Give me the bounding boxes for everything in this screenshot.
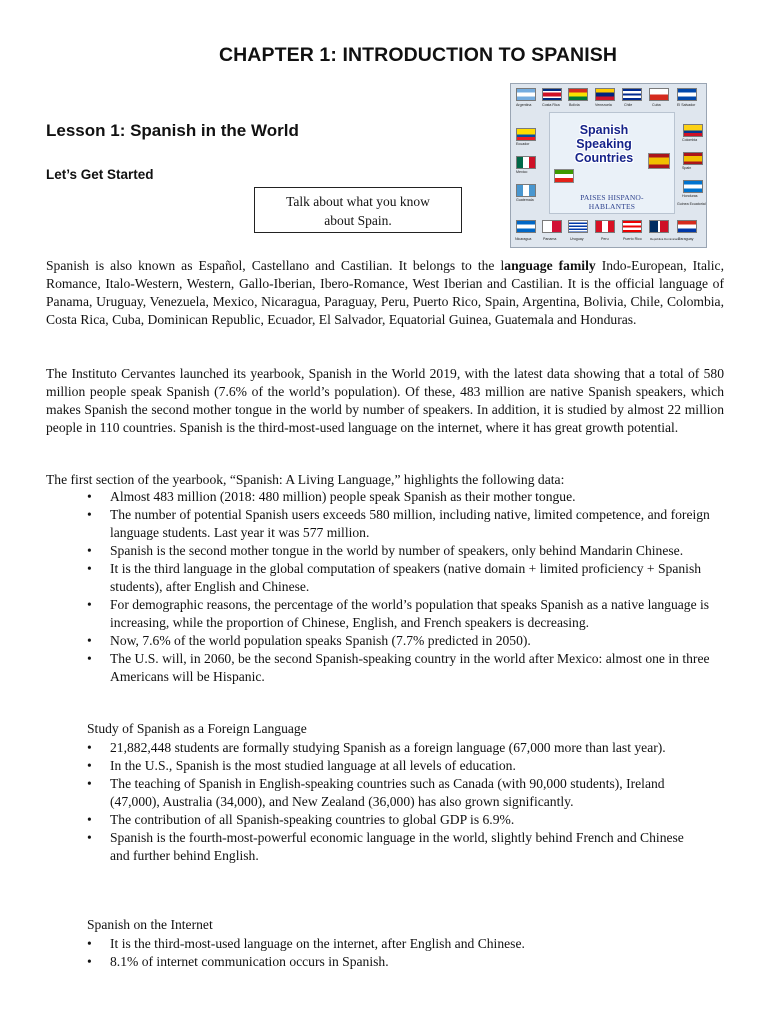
prompt-line-2: about Spain. bbox=[324, 213, 392, 228]
section-heading-internet: Spanish on the Internet bbox=[87, 917, 213, 932]
bullet-icon: • bbox=[87, 543, 92, 558]
list-item-text: Almost 483 million (2018: 480 million) people speak Spanish as their mother tongue. bbox=[110, 489, 576, 504]
flag-equatorial-guinea-icon bbox=[554, 169, 574, 183]
poster-label: Honduras bbox=[682, 194, 698, 198]
section-heading-foreign-language: Study of Spanish as a Foreign Language bbox=[87, 721, 307, 736]
flag-bolivia-icon bbox=[568, 88, 588, 101]
bullet-icon: • bbox=[87, 489, 92, 504]
language-family-term: anguage family bbox=[504, 258, 596, 273]
poster-label: Spain bbox=[682, 166, 692, 170]
list-item bbox=[87, 632, 724, 650]
spanish-speaking-countries-poster bbox=[510, 83, 707, 248]
poster-label: Chile bbox=[624, 103, 633, 107]
list-item-text: 21,882,448 students are formally studying Spanish as a foreign language (67,000 more than last year). bbox=[110, 740, 666, 755]
poster-title-line-1: Spanish Speaking bbox=[576, 123, 632, 151]
paragraph-text: Spanish is also known as Español, Castellano and Castilian. It belongs to the l bbox=[46, 258, 505, 273]
poster-label: Guinea Ecuatorial bbox=[677, 202, 706, 206]
paragraph-text: Indo-European, Italic, Romance, Italo-Western, Western, Gallo-Iberian, Ibero-Romance, West Iberian and Castilian. It is the official language of Panama, Uruguay, Venezuela, Mexico, Nicaragua, Paraguay, Peru, Puerto Rico, Spain, Argentina, Bolivia, Chile, Colombia, Costa Rica, Cuba, Dominican Republic, Ecuador, El Salvador, Equatorial Guinea, Guatemala and Honduras. bbox=[46, 258, 724, 327]
poster-label: Argentina bbox=[516, 103, 532, 107]
list-item-text: The number of potential Spanish users exceeds 580 million, including native, limited competence, and foreign language students. Last year it was 577 million. bbox=[110, 507, 710, 540]
bullet-icon: • bbox=[87, 507, 92, 522]
poster-label: El Salvador bbox=[677, 103, 696, 107]
bullet-icon: • bbox=[87, 561, 92, 576]
list-item bbox=[87, 650, 724, 686]
poster-label: Venezuela bbox=[595, 103, 612, 107]
bullet-icon: • bbox=[87, 651, 92, 666]
bullet-icon: • bbox=[87, 597, 92, 612]
list-item bbox=[87, 596, 724, 632]
flag-peru-icon bbox=[595, 220, 615, 233]
living-language-list bbox=[87, 488, 724, 686]
flag-panama-icon bbox=[542, 220, 562, 233]
flag-spain-center-icon bbox=[648, 153, 670, 169]
flag-guatemala-icon bbox=[516, 184, 536, 197]
poster-label: República Dominicana bbox=[650, 237, 681, 241]
flag-ecuador-icon bbox=[516, 128, 536, 141]
list-item-text: In the U.S., Spanish is the most studied language at all levels of education. bbox=[110, 758, 516, 773]
flag-colombia-icon bbox=[683, 124, 703, 137]
flag-mexico-icon bbox=[516, 156, 536, 169]
flag-nicaragua-icon bbox=[516, 220, 536, 233]
list-item-text: The teaching of Spanish in English-speaking countries such as Canada (with 90,000 students), Ireland (47,000), Australia (34,000), and New Zealand (36,000) has also grown significantly. bbox=[110, 776, 665, 809]
flag-uruguay-icon bbox=[568, 220, 588, 233]
list-item bbox=[87, 739, 687, 757]
list-item bbox=[87, 542, 724, 560]
list-item-text: Spanish is the second mother tongue in the world by number of speakers, only behind Mandarin Chinese. bbox=[110, 543, 684, 558]
poster-label: Guatemala bbox=[516, 198, 534, 202]
list-item-text: The U.S. will, in 2060, be the second Spanish-speaking country in the world after Mexico: almost one in three Americans will be Hispanic. bbox=[110, 651, 710, 684]
flag-paraguay-icon bbox=[677, 220, 697, 233]
flag-spain-icon bbox=[683, 152, 703, 165]
poster-center-panel bbox=[549, 112, 675, 214]
bullet-icon: • bbox=[87, 954, 92, 969]
paragraph-language-family bbox=[46, 257, 724, 329]
list-item-text: Now, 7.6% of the world population speaks Spanish (7.7% predicted in 2050). bbox=[110, 633, 531, 648]
chapter-title: CHAPTER 1: INTRODUCTION TO SPANISH bbox=[218, 44, 618, 66]
list-item-text: It is the third language in the global computation of speakers (native domain + limited proficiency + Spanish students), after English and Chinese. bbox=[110, 561, 702, 594]
poster-label: Paraguay bbox=[678, 237, 694, 241]
list-item bbox=[87, 506, 724, 542]
poster-label: Colombia bbox=[682, 138, 698, 142]
poster-label: Costa Rica bbox=[542, 103, 560, 107]
poster-label: Nicaragua bbox=[515, 237, 532, 241]
section-heading-get-started: Let’s Get Started bbox=[46, 167, 154, 182]
flag-argentina-icon bbox=[516, 88, 536, 101]
bullet-icon: • bbox=[87, 758, 92, 773]
poster-label: Peru bbox=[601, 237, 609, 241]
poster-subtitle: PAISES HISPANO-HABLANTES bbox=[580, 193, 644, 211]
flag-venezuela-icon bbox=[595, 88, 615, 101]
flag-honduras-icon bbox=[683, 180, 703, 193]
lesson-title: Lesson 1: Spanish in the World bbox=[46, 121, 299, 140]
list-item bbox=[87, 935, 724, 953]
flag-costa-rica-icon bbox=[542, 88, 562, 101]
list-item bbox=[87, 953, 724, 971]
bullet-icon: • bbox=[87, 830, 92, 845]
poster-label: Ecuador bbox=[516, 142, 530, 146]
flag-cuba-icon bbox=[622, 88, 642, 101]
list-item bbox=[87, 757, 687, 775]
poster-title-line-2: Countries bbox=[574, 151, 634, 165]
flag-el-salvador-icon bbox=[677, 88, 697, 101]
list-item-text: The contribution of all Spanish-speaking countries to global GDP is 6.9%. bbox=[110, 812, 515, 827]
poster-title bbox=[556, 123, 652, 165]
discussion-prompt-box bbox=[254, 187, 462, 233]
poster-label: Uruguay bbox=[570, 237, 584, 241]
list-item bbox=[87, 829, 687, 865]
poster-label: Mexico bbox=[516, 170, 528, 174]
list-item-text: For demographic reasons, the percentage of the world’s population that speaks Spanish as a native language is increasing, while the proportion of Chinese, English, and French speakers is decreasing. bbox=[110, 597, 710, 630]
list-item-text: 8.1% of internet communication occurs in Spanish. bbox=[110, 954, 389, 969]
list-item bbox=[87, 560, 724, 596]
poster-label: Puerto Rico bbox=[623, 237, 642, 241]
flag-puerto-rico-icon bbox=[622, 220, 642, 233]
list-item-text: Spanish is the fourth-most-powerful economic language in the world, slightly behind French and Chinese and further behind English. bbox=[110, 830, 684, 863]
bullet-icon: • bbox=[87, 812, 92, 827]
bullet-icon: • bbox=[87, 936, 92, 951]
poster-label: Bolivia bbox=[569, 103, 580, 107]
foreign-language-list bbox=[87, 739, 687, 865]
list-item bbox=[87, 488, 724, 506]
flag-dominican-republic-icon bbox=[649, 220, 669, 233]
flag-chile-icon bbox=[649, 88, 669, 101]
list-item bbox=[87, 811, 687, 829]
paragraph-instituto-cervantes: The Instituto Cervantes launched its yearbook, Spanish in the World 2019, with the latest data showing that a total of 580 million people speak Spanish (7.6% of the world’s population). Of these, 483 million are native Spanish speakers, which makes Spanish the second mother tongue in the world by number of speakers. In addition, it is studied by almost 22 million people in 110 countries. Spanish is the third-most-used language on the internet, where it has great growth potential. bbox=[46, 366, 724, 435]
internet-list bbox=[87, 935, 724, 971]
poster-label: Panama bbox=[543, 237, 557, 241]
bullet-icon: • bbox=[87, 633, 92, 648]
poster-label: Cuba bbox=[652, 103, 661, 107]
bullet-icon: • bbox=[87, 776, 92, 791]
list-item bbox=[87, 775, 687, 811]
bullet-icon: • bbox=[87, 740, 92, 755]
list-item-text: It is the third-most-used language on the internet, after English and Chinese. bbox=[110, 936, 525, 951]
prompt-line-1: Talk about what you know bbox=[286, 194, 430, 209]
paragraph-yearbook-intro: The first section of the yearbook, “Spanish: A Living Language,” highlights the following data: bbox=[46, 472, 565, 487]
